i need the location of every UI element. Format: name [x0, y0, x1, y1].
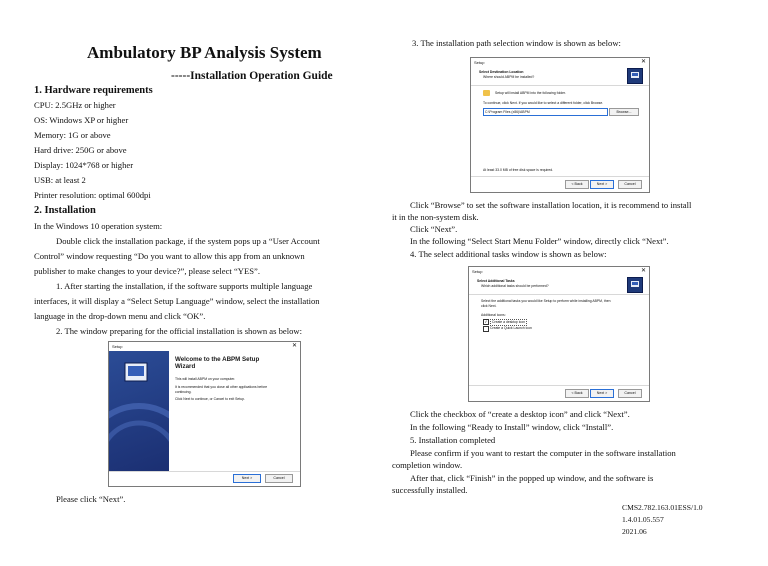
welcome-text2-line2: continuing.	[175, 389, 192, 394]
document-code: CMS2.782.163.01ESS/1.0	[622, 503, 703, 512]
path-input[interactable]: C:\Program Files (x86)\ABPM	[483, 108, 608, 116]
additional-icons-label: Additional icons:	[481, 313, 506, 317]
welcome-text2-line1: It is recommended that you close all other applications before	[175, 385, 268, 389]
hardware-heading: 1. Hardware requirements	[34, 85, 153, 96]
header-divider	[471, 85, 649, 86]
welcome-setup-window	[108, 341, 301, 487]
document-date: 2021.06	[622, 527, 647, 536]
back-button[interactable]: < Back	[565, 180, 589, 189]
ready-text: In the following “Ready to Install” window, click “Install”.	[410, 422, 614, 432]
step5-text: 5. Installation completed	[410, 435, 496, 445]
document-version: 1.4.01.05.557	[622, 515, 664, 524]
header-divider	[469, 294, 649, 295]
tasks-info-line1: Select the additional tasks you would like Setup to perform while installing ABPM, then	[481, 299, 611, 303]
start-menu-text: In the following “Select Start Menu Folder” window, directly click “Next”.	[410, 236, 669, 246]
finish-line2: successfully installed.	[392, 485, 468, 495]
quick-launch-label[interactable]: Create a Quick Launch icon	[490, 326, 532, 330]
para2-line3: language in the drop-down menu and click “OK”.	[34, 311, 206, 321]
dest-info: Setup will install ABPM into the following folder.	[495, 91, 566, 95]
back-button[interactable]: < Back	[565, 389, 589, 398]
folder-icon	[483, 90, 490, 96]
para1-line2: Control” window requesting “Do you want to allow this app from an unknown	[34, 251, 305, 261]
hw-item-drive: Hard drive: 250G or above	[34, 145, 127, 155]
window-title: Setup	[472, 269, 483, 274]
next-button[interactable]: Next >	[233, 474, 261, 483]
right-click-next: Click “Next”.	[410, 224, 458, 234]
welcome-heading-line2: Wizard	[175, 363, 196, 370]
window-title: Setup	[474, 60, 485, 65]
step4-text: 4. The select additional tasks window is shown as below:	[410, 249, 607, 259]
dest-heading: Select Destination Location	[479, 70, 524, 74]
close-icon[interactable]: ✕	[640, 59, 646, 65]
next-button[interactable]: Next >	[590, 180, 614, 189]
tasks-info-line2: click Next.	[481, 303, 497, 308]
footer-divider	[469, 385, 649, 386]
cancel-button[interactable]: Cancel	[618, 389, 642, 398]
restart-line2: completion window.	[392, 460, 463, 470]
left-click-next: Please click “Next”.	[56, 494, 126, 504]
browse-line1: Click “Browse” to set the software installation location, it is recommend to install	[410, 200, 692, 210]
document-subtitle: -----Installation Operation Guide	[171, 70, 333, 82]
para1-line3: publisher to make changes to your device?”, please select “YES”.	[34, 266, 260, 276]
restart-line1: Please confirm if you want to restart the computer in the software installation	[410, 448, 676, 458]
hw-item-usb: USB: at least 2	[34, 175, 86, 185]
cancel-button[interactable]: Cancel	[618, 180, 642, 189]
browse-button[interactable]: Browse...	[609, 108, 639, 116]
desktop-icon-label[interactable]: Create a desktop icon	[492, 320, 525, 324]
next-button[interactable]: Next >	[590, 389, 614, 398]
setup-logo-icon	[627, 277, 643, 293]
para2-line1: 1. After starting the installation, if the software supports multiple language	[56, 281, 313, 291]
welcome-heading-line1: Welcome to the ABPM Setup	[175, 356, 260, 363]
close-icon[interactable]: ✕	[291, 343, 297, 349]
hw-item-cpu: CPU: 2.5GHz or higher	[34, 100, 116, 110]
document-title: Ambulatory BP Analysis System	[87, 43, 322, 62]
hw-item-display: Display: 1024*768 or higher	[34, 160, 134, 170]
installation-intro: In the Windows 10 operation system:	[34, 221, 163, 231]
footer-divider	[471, 176, 649, 177]
para2-line2: interfaces, it will display a “Select Setup Language” window, select the installation	[34, 296, 320, 306]
quick-launch-checkbox[interactable]	[483, 326, 489, 332]
close-icon[interactable]: ✕	[640, 268, 646, 274]
para3: 2. The window preparing for the official installation is shown as below:	[56, 326, 302, 336]
hw-item-os: OS: Windows XP or higher	[34, 115, 129, 125]
tasks-heading: Select Additional Tasks	[477, 279, 515, 283]
footer-divider	[109, 471, 300, 472]
step3-text: 3. The installation path selection window is shown as below:	[412, 38, 621, 48]
checkbox-note: Click the checkbox of “create a desktop icon” and click “Next”.	[410, 409, 630, 419]
para1-line1: Double click the installation package, if the system pops up a “User Account	[56, 236, 320, 246]
wizard-banner	[109, 351, 169, 471]
window-title: Setup	[112, 344, 123, 349]
cancel-button[interactable]: Cancel	[265, 474, 293, 483]
disk-space-note: At least 33.0 MB of free disk space is required.	[483, 168, 554, 172]
welcome-text1: This will install ABPM on your computer.	[175, 377, 236, 381]
tasks-subheading: Which additional tasks should be performed?	[481, 284, 549, 288]
finish-line1: After that, click “Finish” in the popped up window, and the software is	[410, 473, 654, 483]
welcome-text3: Click Next to continue, or Cancel to exit Setup.	[175, 397, 245, 401]
dest-subheading: Where should ABPM be installed?	[483, 75, 535, 79]
hw-item-printer: Printer resolution: optimal 600dpi	[34, 190, 151, 200]
installation-heading: 2. Installation	[34, 205, 96, 216]
hw-item-memory: Memory: 1G or above	[34, 130, 111, 140]
browse-line2: it in the non-system disk.	[392, 212, 479, 222]
destination-window	[470, 57, 650, 193]
additional-tasks-window	[468, 266, 650, 402]
wizard-banner-graphic	[109, 351, 169, 471]
dest-info2: To continue, click Next. If you would like to select a different folder, click Browse.	[483, 101, 604, 105]
desktop-icon-checkbox[interactable]: ✓	[484, 319, 488, 324]
setup-logo-icon	[627, 68, 643, 84]
